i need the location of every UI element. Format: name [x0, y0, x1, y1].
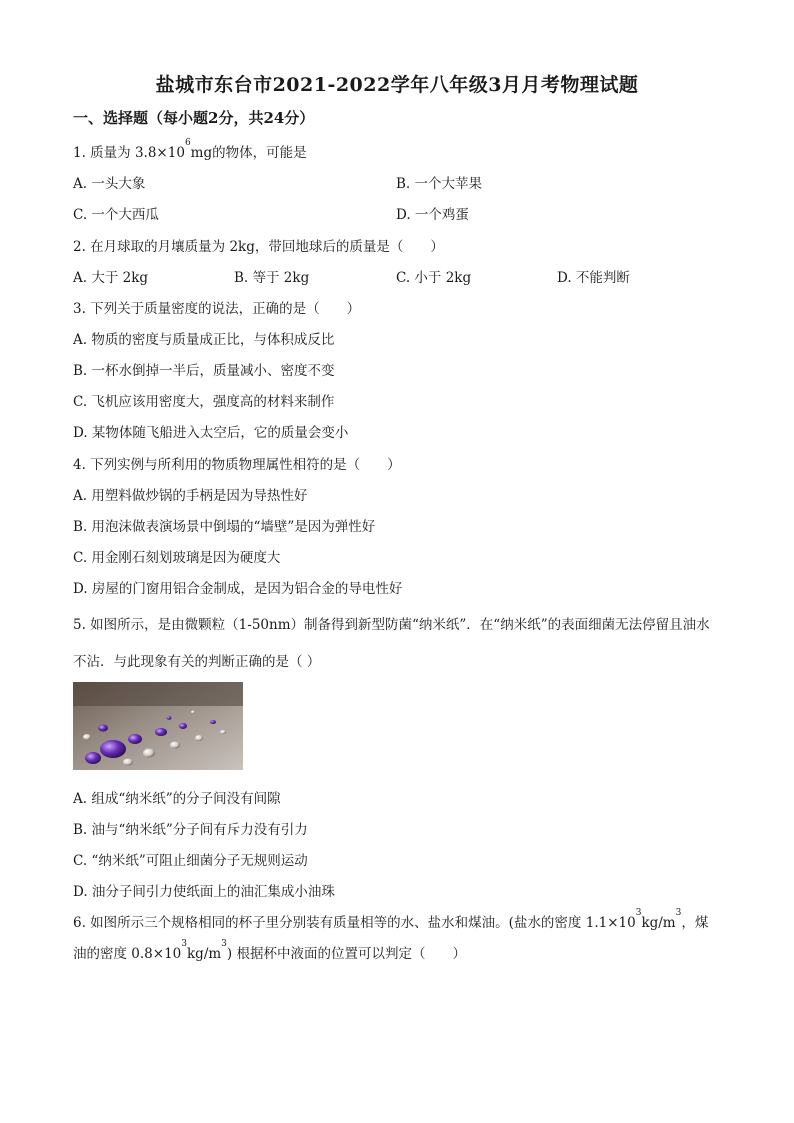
question-2-option-b[interactable]: B. 等于 2kg: [234, 270, 310, 286]
question-1-stem-text: 1. 质量为 3.8×10: [73, 145, 185, 161]
question-1-option-c[interactable]: C. 一个大西瓜: [73, 207, 159, 223]
question-6-line-2-text: 油的密度 0.8×10: [73, 946, 182, 962]
question-4-option-c[interactable]: C. 用金刚石刻划玻璃是因为硬度大: [73, 550, 281, 566]
question-4-option-a[interactable]: A. 用塑料做炒锅的手柄是因为导热性好: [73, 488, 308, 504]
page-title: 盐城市东台市2021-2022学年八年级3月月考物理试题: [155, 74, 639, 96]
question-1-option-d[interactable]: D. 一个鸡蛋: [396, 207, 469, 223]
question-4-option-d[interactable]: D. 房屋的门窗用铝合金制成，是因为铝合金的导电性好: [73, 581, 403, 597]
question-6-line-1-tail: ，煤: [681, 915, 709, 931]
question-5-option-b[interactable]: B. 油与“纳米纸”分子间有斥力没有引力: [73, 822, 308, 838]
nanopaper-droplets-photo: [73, 682, 243, 770]
question-2-option-c[interactable]: C. 小于 2kg: [396, 270, 472, 286]
question-6-exponent: 3: [635, 908, 642, 918]
question-5-option-d[interactable]: D. 油分子间引力使纸面上的油汇集成小油珠: [73, 884, 335, 900]
question-6-line-2-exponent: 3: [181, 939, 187, 949]
question-1-stem: [73, 138, 307, 161]
question-6-line-2-unit-exponent: 3: [221, 939, 227, 949]
question-1-stem-unit: mg的物体，可能是: [190, 145, 307, 161]
question-5-stem-line-2: 不沾．与此现象有关的判断正确的是（ ）: [73, 654, 321, 670]
question-6-line-1-text: 6. 如图所示三个规格相同的杯子里分别装有质量相等的水、盐水和煤油。(盐水的密度 1.1×10: [73, 915, 636, 931]
question-2-option-d[interactable]: D. 不能判断: [557, 270, 630, 286]
question-2-stem: 2. 在月球取的月壤质量为 2kg，带回地球后的质量是（ ）: [73, 239, 444, 255]
question-4-option-b[interactable]: B. 用泡沫做表演场景中倒塌的“墙壁”是因为弹性好: [73, 519, 376, 535]
question-1-exponent: 6: [184, 138, 191, 148]
question-3-option-d[interactable]: D. 某物体随飞船进入太空后，它的质量会变小: [73, 425, 349, 441]
question-3-option-c[interactable]: C. 飞机应该用密度大，强度高的材料来制作: [73, 394, 335, 410]
question-3-option-b[interactable]: B. 一杯水倒掉一半后，质量减小、密度不变: [73, 363, 335, 379]
question-5-stem-line-1: 5. 如图所示，是由微颗粒（1-50nm）制备得到新型防菌“纳米纸”．在“纳米纸”的表面细菌无法停留且油水: [73, 617, 710, 633]
question-1-option-b[interactable]: B. 一个大苹果: [396, 176, 483, 192]
question-5-option-a[interactable]: A. 组成“纳米纸”的分子间没有间隙: [73, 791, 281, 807]
question-1-option-a[interactable]: A. 一头大象: [73, 176, 146, 192]
question-3-option-a[interactable]: A. 物质的密度与质量成正比，与体积成反比: [73, 332, 335, 348]
question-3-stem: 3. 下列关于质量密度的说法，正确的是（ ）: [73, 301, 361, 317]
section-heading: 一、选择题（每小题2分，共24分）: [73, 109, 315, 127]
question-6-stem-line-1: [73, 908, 709, 931]
question-6-line-2-unit: kg/m: [187, 946, 222, 962]
question-6-line-2-tail: ) 根据杯中液面的位置可以判定（ ）: [226, 946, 466, 962]
question-2-option-a[interactable]: A. 大于 2kg: [73, 270, 149, 286]
question-4-stem: 4. 下列实例与所利用的物质物理属性相符的是（ ）: [73, 457, 401, 473]
question-5-option-c[interactable]: C. “纳米纸”可阻止细菌分子无规则运动: [73, 853, 308, 869]
question-6-stem-line-2: [73, 939, 466, 962]
question-6-unit-exponent: 3: [675, 908, 682, 918]
question-6-unit: kg/m: [641, 915, 676, 931]
